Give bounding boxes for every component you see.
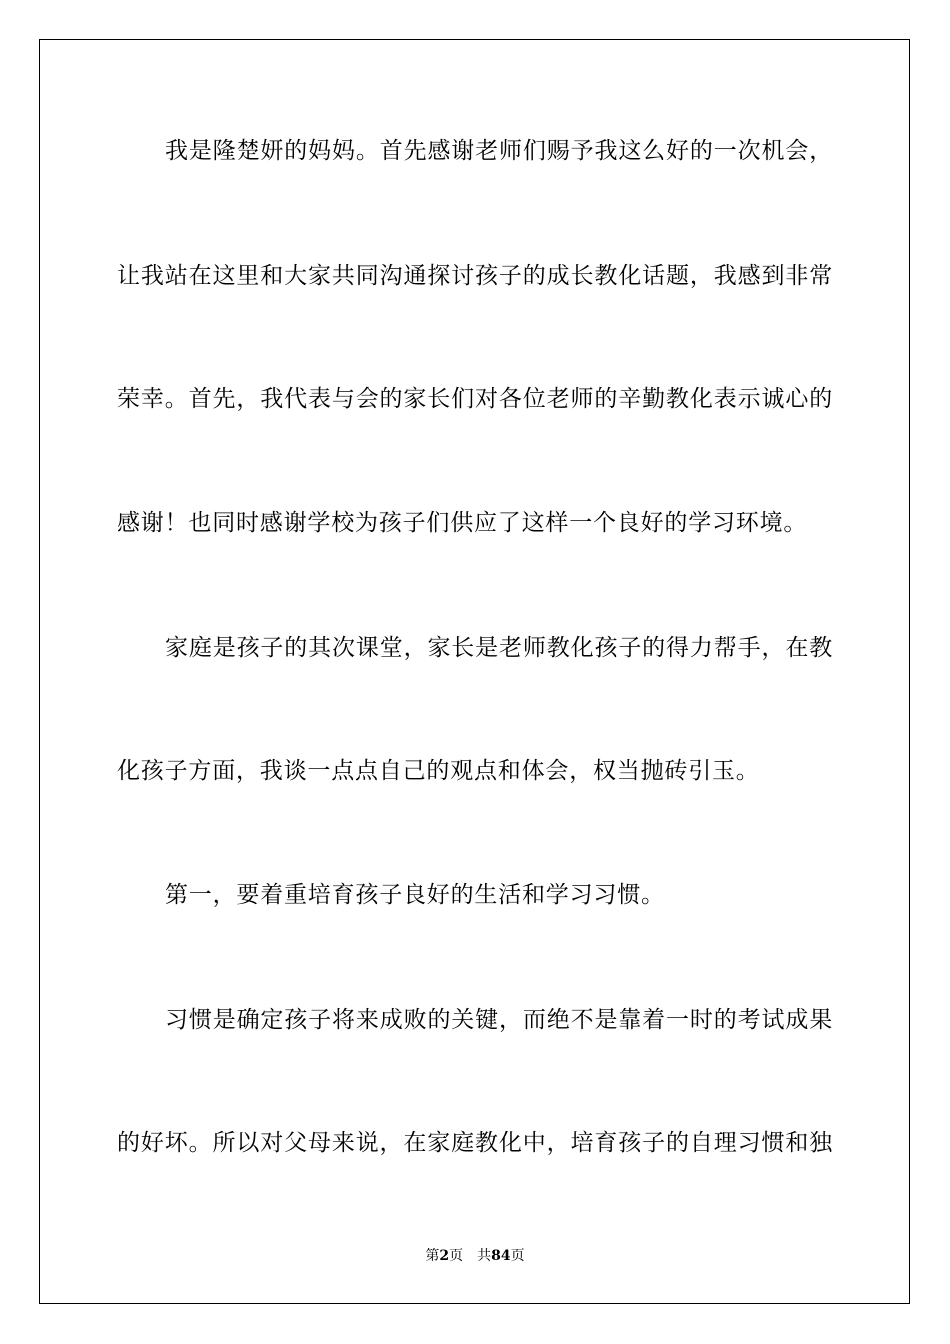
text-line-6: 化孩子方面，我谈一点点自己的观点和体会，权当抛砖引玉。 xyxy=(117,758,760,784)
footer-page-number: 2 xyxy=(439,1248,450,1264)
text-line-2: 让我站在这里和大家共同沟通探讨孩子的成长教化话题，我感到非常 xyxy=(117,263,833,289)
footer-total-number: 84 xyxy=(491,1248,511,1264)
text-line-4: 感谢！也同时感谢学校为孩子们供应了这样一个良好的学习环境。 xyxy=(117,510,808,536)
footer-total-suffix: 页 xyxy=(510,1248,525,1264)
footer-page-prefix: 第 xyxy=(425,1248,440,1264)
text-line-3: 荣幸。首先，我代表与会的家长们对各位老师的辛勤教化表示诚心的 xyxy=(117,386,833,412)
footer-page-suffix: 页 xyxy=(449,1248,464,1264)
footer-total-prefix: 共 xyxy=(477,1248,492,1264)
page-border xyxy=(39,39,910,1304)
text-line-8: 习惯是确定孩子将来成败的关键，而绝不是靠着一时的考试成果 xyxy=(165,1007,833,1033)
text-line-1: 我是隆楚妍的妈妈。首先感谢老师们赐予我这么好的一次机会， xyxy=(165,138,833,164)
text-line-7: 第一，要着重培育孩子良好的生活和学习习惯。 xyxy=(165,882,665,908)
text-line-5: 家庭是孩子的其次课堂，家长是老师教化孩子的得力帮手，在教 xyxy=(165,635,833,661)
text-line-9: 的好坏。所以对父母来说，在家庭教化中，培育孩子的自理习惯和独 xyxy=(117,1130,833,1156)
page-footer xyxy=(0,1247,950,1265)
